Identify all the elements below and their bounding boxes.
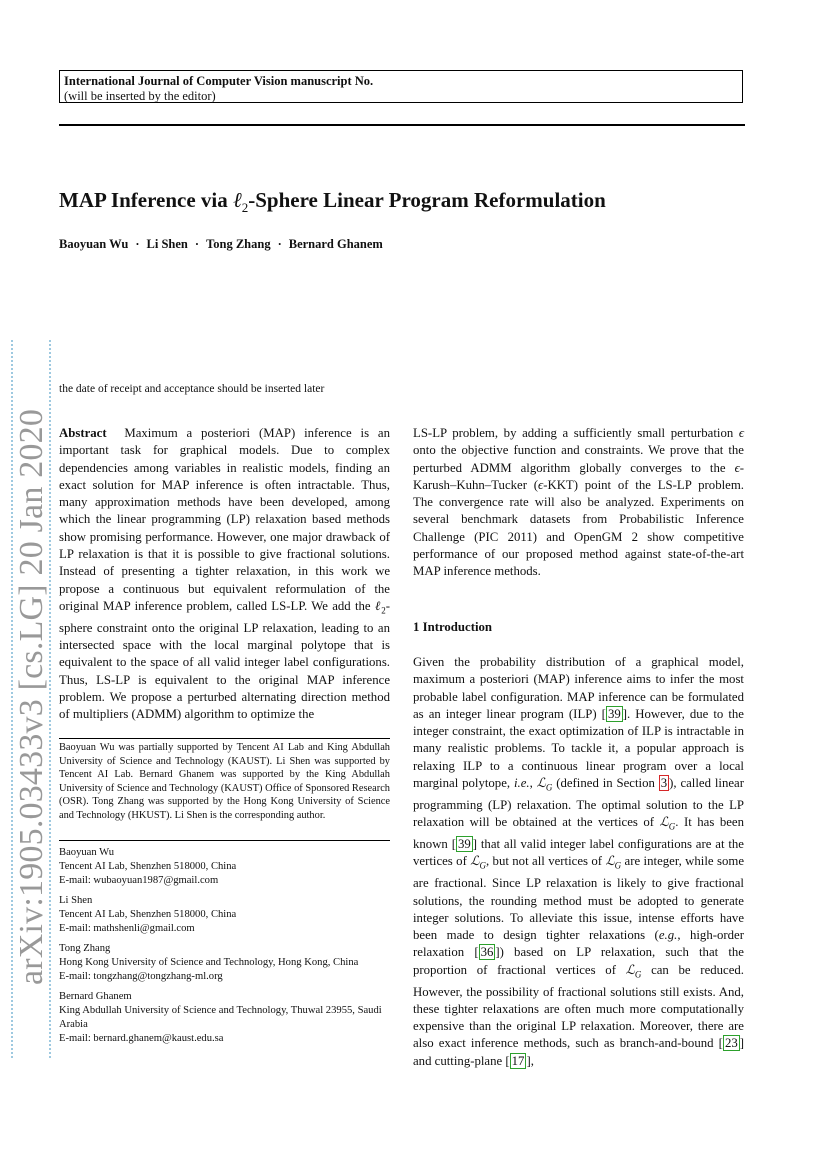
epsilon-symbol: ϵ <box>538 477 544 492</box>
intro-text: ) based on LP relaxation, such that the proportion of fractional vertices of <box>413 945 744 977</box>
editor-note: (will be inserted by the editor) <box>64 89 216 103</box>
author-address <box>59 894 399 936</box>
abstract-text: Maximum a posteriori (MAP) inference is an important task for graphical models. Due to complex dependencies among variables in realistic models, finding an exact solution for MAP inference is often intractable. Thus, many approximation methods have been developed, among which the linear programming (LP) relaxation based methods show promising performance. However, one major drawback of LP relaxation is that it is possible to give fractional solutions. Instead of presenting a tighter relaxation, in this work we propose a continuous but equivalent reformulation of the original MAP inference problem, called LS-LP. We add the <box>59 426 390 613</box>
author-separator: · <box>135 237 140 251</box>
address-affiliation: Tencent AI Lab, Shenzhen 518000, China <box>59 909 237 920</box>
title-prefix: MAP Inference via <box>59 188 233 212</box>
polytope-subscript: G <box>634 969 642 980</box>
received-note: the date of receipt and acceptance should be inserted later <box>59 383 325 395</box>
abstract-subscript: 2 <box>381 605 386 616</box>
intro-text: , <box>529 776 537 791</box>
funding-footnote: Baoyuan Wu was partially supported by Tencent AI Lab and King Abdullah University of Science and Technology (KAUST). Li Shen was supported by Tencent AI Lab. Bernard Ghanem was supported by the King Abdullah University of Science and Technology (KAUST) Office of Sponsored Research (OSR). Tong Zhang was supported by the Hong Kong University of Science and Technology (HKUST). Li Shen is the corresponding author. <box>59 742 390 821</box>
polytope-subscript: G <box>614 860 622 871</box>
abstract-text: -Karush–Kuhn–Tucker ( <box>413 460 744 492</box>
author-name: Baoyuan Wu <box>59 237 129 251</box>
footnote-rule <box>59 738 390 739</box>
author-address <box>59 990 399 1046</box>
abstract-ell-symbol: ℓ <box>374 598 382 613</box>
title-suffix: -Sphere Linear Program Reformulation <box>248 188 606 212</box>
citation-link[interactable]: 17 <box>511 1053 525 1068</box>
polytope-subscript: G <box>479 860 486 871</box>
epsilon-symbol: ϵ <box>738 426 744 440</box>
polytope-symbol: ℒ <box>605 854 615 869</box>
section-link[interactable]: 3 <box>660 776 668 791</box>
address-affiliation: King Abdullah University of Science and Technology, Thuwal 23955, Saudi Arabia <box>59 1005 382 1030</box>
epsilon-symbol: ϵ <box>734 460 740 475</box>
intro-abbrev: i.e. <box>513 776 530 791</box>
intro-text: (defined in Section <box>552 776 659 791</box>
author-name: Li Shen <box>146 237 188 251</box>
journal-name: International Journal of Computer Vision manuscript No. <box>64 74 374 88</box>
abstract-label: Abstract <box>59 426 107 440</box>
abstract-text: onto the objective function and constraints. We prove that the perturbed ADMM algorithm globally converges to the <box>413 443 744 475</box>
intro-text: can be reduced. However, the possibility of fractional solutions still exists. And, these tighter relaxations are often much more computationally expensive than the original LP relaxation. Moreover, there are also exact inference methods, such as branch-and-bound <box>413 962 744 1051</box>
citation-link[interactable]: 39 <box>607 706 621 721</box>
address-email[interactable]: E-mail: wubaoyuan1987@gmail.com <box>59 875 219 886</box>
title-subscript: 2 <box>241 200 249 216</box>
intro-text: , high-order relaxation <box>413 928 744 960</box>
intro-text: are integer, while some are fractional. Since LP relaxation is likely to give fractional solutions, the rounding method must be adopted to generate integer solutions. To alleviate this issue, intense efforts have been made to design tighter relaxations ( <box>413 854 744 943</box>
address-email[interactable]: E-mail: tongzhang@tongzhang-ml.org <box>59 971 223 982</box>
address-name: Tong Zhang <box>59 943 111 954</box>
intro-text: and cutting-plane <box>413 1053 506 1068</box>
paper-title <box>59 188 759 216</box>
author-address <box>59 942 399 984</box>
citation-link[interactable]: 36 <box>480 945 494 960</box>
abstract-text: -sphere constraint onto the original LP relaxation, leading to an intersected space with the local marginal polytope that is equivalent to the space of all valid integer label configurations. Thus, LS-LP is equivalent to the original MAP inference problem. We propose a perturbed alternating direction method of multipliers (ADMM) algorithm to optimize the <box>59 598 390 722</box>
footnote-rule <box>59 840 390 841</box>
arxiv-stamp[interactable] <box>8 340 56 1054</box>
intro-text: , <box>530 1053 534 1068</box>
author-address <box>59 846 399 888</box>
section-heading: 1 Introduction <box>413 620 493 634</box>
abstract-paragraph <box>59 425 390 724</box>
intro-abbrev: e.g. <box>658 928 678 943</box>
polytope-symbol: ℒ <box>625 962 635 977</box>
intro-text: Given the probability distribution of a graphical model, maximum a posteriori (MAP) inference aims to infer the most probable label configuration. MAP inference can be formulated as an integer linear program (ILP) <box>413 655 744 721</box>
polytope-subscript: G <box>545 782 553 793</box>
intro-text: ), called linear programming (LP) relaxation. The optimal solution to the LP relaxation will be obtained at the vertices of <box>413 776 744 830</box>
author-name: Bernard Ghanem <box>288 237 383 251</box>
title-ell-symbol: ℓ <box>233 188 242 212</box>
citation-link[interactable]: 23 <box>724 1036 738 1051</box>
author-separator: · <box>194 237 200 251</box>
intro-text: . However, due to the integer constraint, the exact optimization of ILP is intractable in many realistic problems. To tackle it, a popular approach is relaxing ILP to a continuous linear program over a local marginal polytope, <box>413 706 744 791</box>
address-affiliation: Tencent AI Lab, Shenzhen 518000, China <box>59 861 237 872</box>
author-list <box>59 237 383 252</box>
address-email[interactable]: E-mail: bernard.ghanem@kaust.edu.sa <box>59 1033 224 1044</box>
author-name: Tong Zhang <box>206 237 271 251</box>
header-rule <box>59 124 745 126</box>
author-separator: · <box>277 237 282 251</box>
polytope-symbol: ℒ <box>536 776 546 791</box>
intro-text: . It has been known <box>413 815 744 852</box>
polytope-symbol: ℒ <box>470 854 480 869</box>
address-name: Bernard Ghanem <box>59 991 132 1002</box>
polytope-symbol: ℒ <box>659 815 669 830</box>
citation-link[interactable]: 39 <box>457 837 471 852</box>
address-affiliation: Hong Kong University of Science and Technology, Hong Kong, China <box>59 957 359 968</box>
address-name: Baoyuan Wu <box>59 847 114 858</box>
address-name: Li Shen <box>59 895 93 906</box>
abstract-text: -KKT) point of the LS-LP problem. The convergence rate will also be analyzed. Experiments on several benchmark datasets from Probabilistic Inference Challenge (PIC 2011) and OpenGM 2 show competitive performance of our proposed method against state-of-the-art MAP inference methods. <box>413 477 744 579</box>
journal-header-box <box>59 70 743 103</box>
introduction-paragraph: Given the probability distribution of a graphical model, maximum a posteriori (MAP) inference aims to infer the most probable label configuration. MAP inference can be formulated as an integer linear program (ILP) [ 39 ]. However, due to the integer constraint, the exact optimization of ILP is intractable in many realistic problems. To tackle it, a popular approach is relaxing ILP to a continuous linear program over a local marginal polytope, i.e., ℒ$_G$ (defined in Section 3 ), called linear programming (LP) relaxation. The optimal solution to the LP relaxation will be obtained at the vertices of ℒ$_G$. It has been known [ 39 ] that all valid integer label configurations are at the vertices of ℒ$_G$, but not all vertices of ℒ$_G$ are integer, while some are fractional. Since LP relaxation is likely to give fractional solutions, the rounding method must be adopted to generate integer solutions. To alleviate this issue, intense efforts have been made to design tighter relaxations (e.g., high-order relaxation [ 36 ]) based on LP relaxation, such that the proportion of fractional vertices of ℒ$_G$ can be reduced. However, the possibility of fractional solutions still exists. And, these tighter relaxations are often much more computationally expensive than the original LP relaxation. Moreover, there are also exact inference methods, such as branch-and-bound [ 23 ] and cutting-plane [ 17 ], <box>413 655 744 1068</box>
intro-text: that all valid integer label configurations are at the vertices of <box>413 837 744 869</box>
arxiv-stamp-text[interactable]: arXiv:1905.03433v3 [cs.LG] 20 Jan 2020 <box>13 408 50 986</box>
address-email[interactable]: E-mail: mathshenli@gmail.com <box>59 923 195 934</box>
polytope-subscript: G <box>668 821 676 832</box>
abstract-continued <box>413 425 744 581</box>
intro-text: , but not all vertices of <box>485 854 606 869</box>
abstract-text: LS-LP problem, by adding a sufficiently small perturbation <box>413 426 739 440</box>
